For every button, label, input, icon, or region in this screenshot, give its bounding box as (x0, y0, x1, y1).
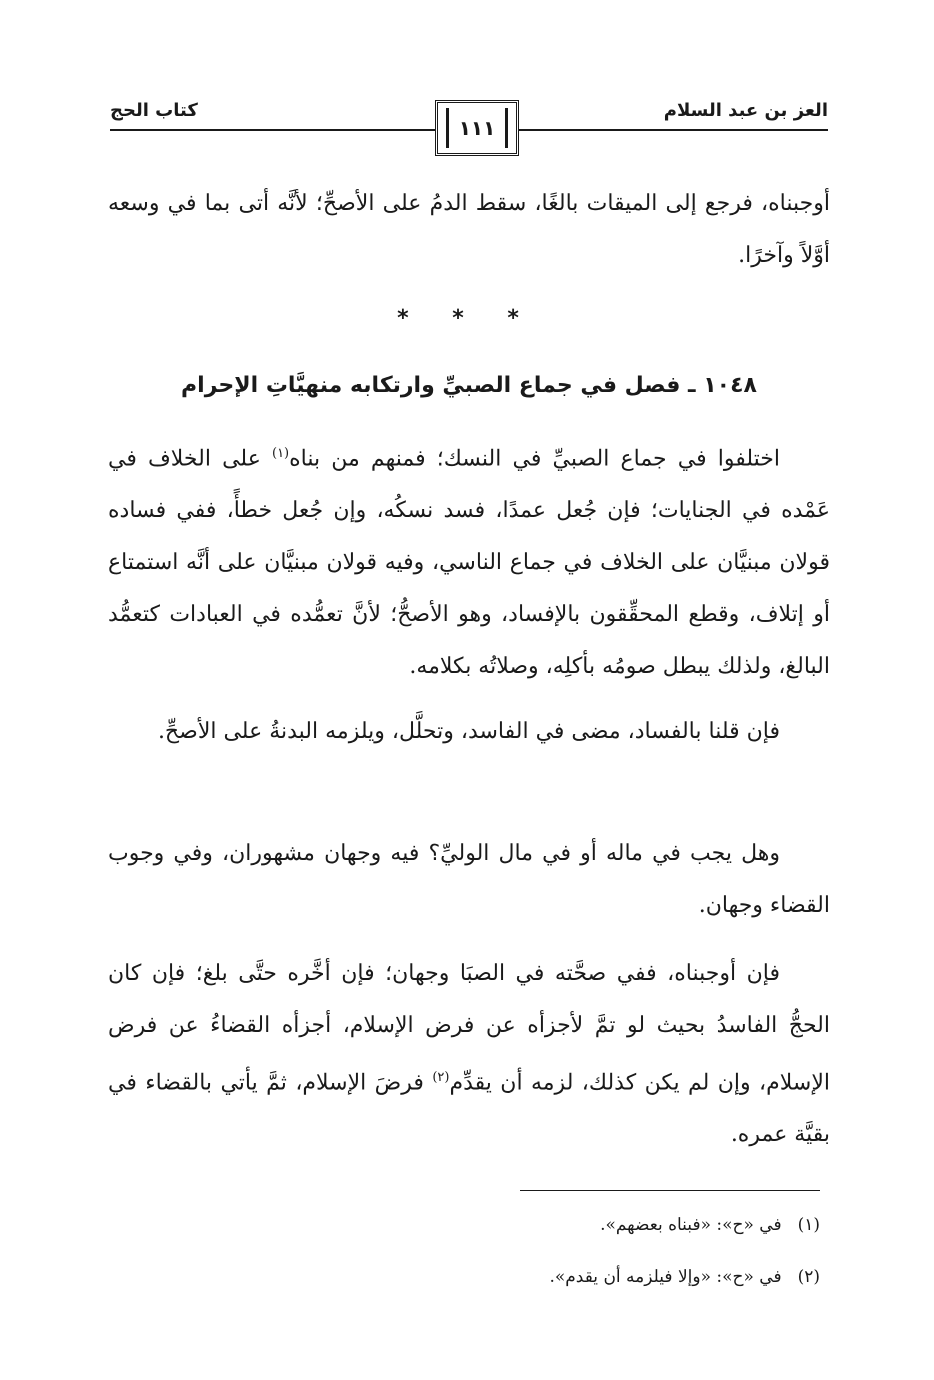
paragraph-4-text-a: فإن أوجبناه، ففي صحَّته في الصبَا وجهان؛ فإن أخَّره حتَّى بلغ؛ فإن كان الحجُّ الفاسدُ بحيث لو تمَّ لأجزأه عن فرض الإسلام، أجزأه القضاءُ عن فرض الإسلام، وإن لم يكن كذلك، لزمه أن يقدِّم (108, 961, 830, 1096)
header-book-section: كتاب الحج (110, 100, 198, 121)
paragraph-continuation: أوجبناه، فرجع إلى الميقات بالغًا، سقط الدمُ على الأصحِّ؛ لأنَّه أتى بما في وسعه أوَّلاً وآخرًا. (108, 191, 830, 268)
paragraph-1-text-b: على الخلاف في عَمْده في الجنايات؛ فإن جُعل عمدًا، فسد نسكُه، وإن جُعل خطأً، ففي فساده قولان مبنيَّان على الخلاف في جماع الناسي، وفيه قولان مبنيَّان على أنَّه استمتاع أو إتلاف، وقطع المحقِّقون بالإفساد، وهو الأصحُّ؛ لأنَّ تعمُّده في العبادات كتعمُّد البالغ، ولذلك يبطل صومُه بأكلِه، وصلاتُه بكلامه. (108, 446, 830, 680)
footnote-2-text: في «ح»: «وإلا فيلزمه أن يقدم». (549, 1267, 782, 1287)
paragraph-4-text-b: فرضَ الإسلام، ثمَّ يأتي بالقضاء في بقيَّة عمره. (108, 1070, 830, 1148)
section-heading: ١٠٤٨ ـ فصل في جماع الصبيِّ وارتكابه منهيَّاتِ الإحرام (181, 373, 757, 398)
paragraph-3: وهل يجب في ماله أو في مال الوليِّ؟ فيه وجهان مشهوران، وفي وجوب القضاء وجهان. (108, 841, 830, 918)
paragraph-1 (108, 428, 830, 693)
footnote-ref-1: (١) (271, 446, 290, 461)
footnote-1-number: (١) (797, 1215, 820, 1235)
footnote-2 (108, 1262, 820, 1292)
paragraph-2: فإن قلنا بالفساد، مضى في الفاسد، وتحلَّل، ويلزمه البدنةُ على الأصحِّ. (157, 719, 780, 744)
footnote-1 (108, 1210, 820, 1240)
section-separator: * * * (397, 306, 537, 331)
paragraph-4 (108, 948, 830, 1161)
footnote-2-number: (٢) (797, 1267, 820, 1287)
header-author: العز بن عبد السلام (663, 100, 828, 121)
page-number: ١١١ (446, 108, 508, 148)
footnote-rule (520, 1190, 820, 1191)
page-number-frame (435, 100, 519, 156)
running-header (110, 96, 828, 162)
footnote-1-text: في «ح»: «فبناه بعضهم». (600, 1215, 782, 1235)
paragraph-1-text-a: اختلفوا في جماع الصبيِّ في النسك؛ فمنهم من بناه (289, 446, 781, 472)
footnote-ref-2: (٢) (432, 1070, 450, 1085)
